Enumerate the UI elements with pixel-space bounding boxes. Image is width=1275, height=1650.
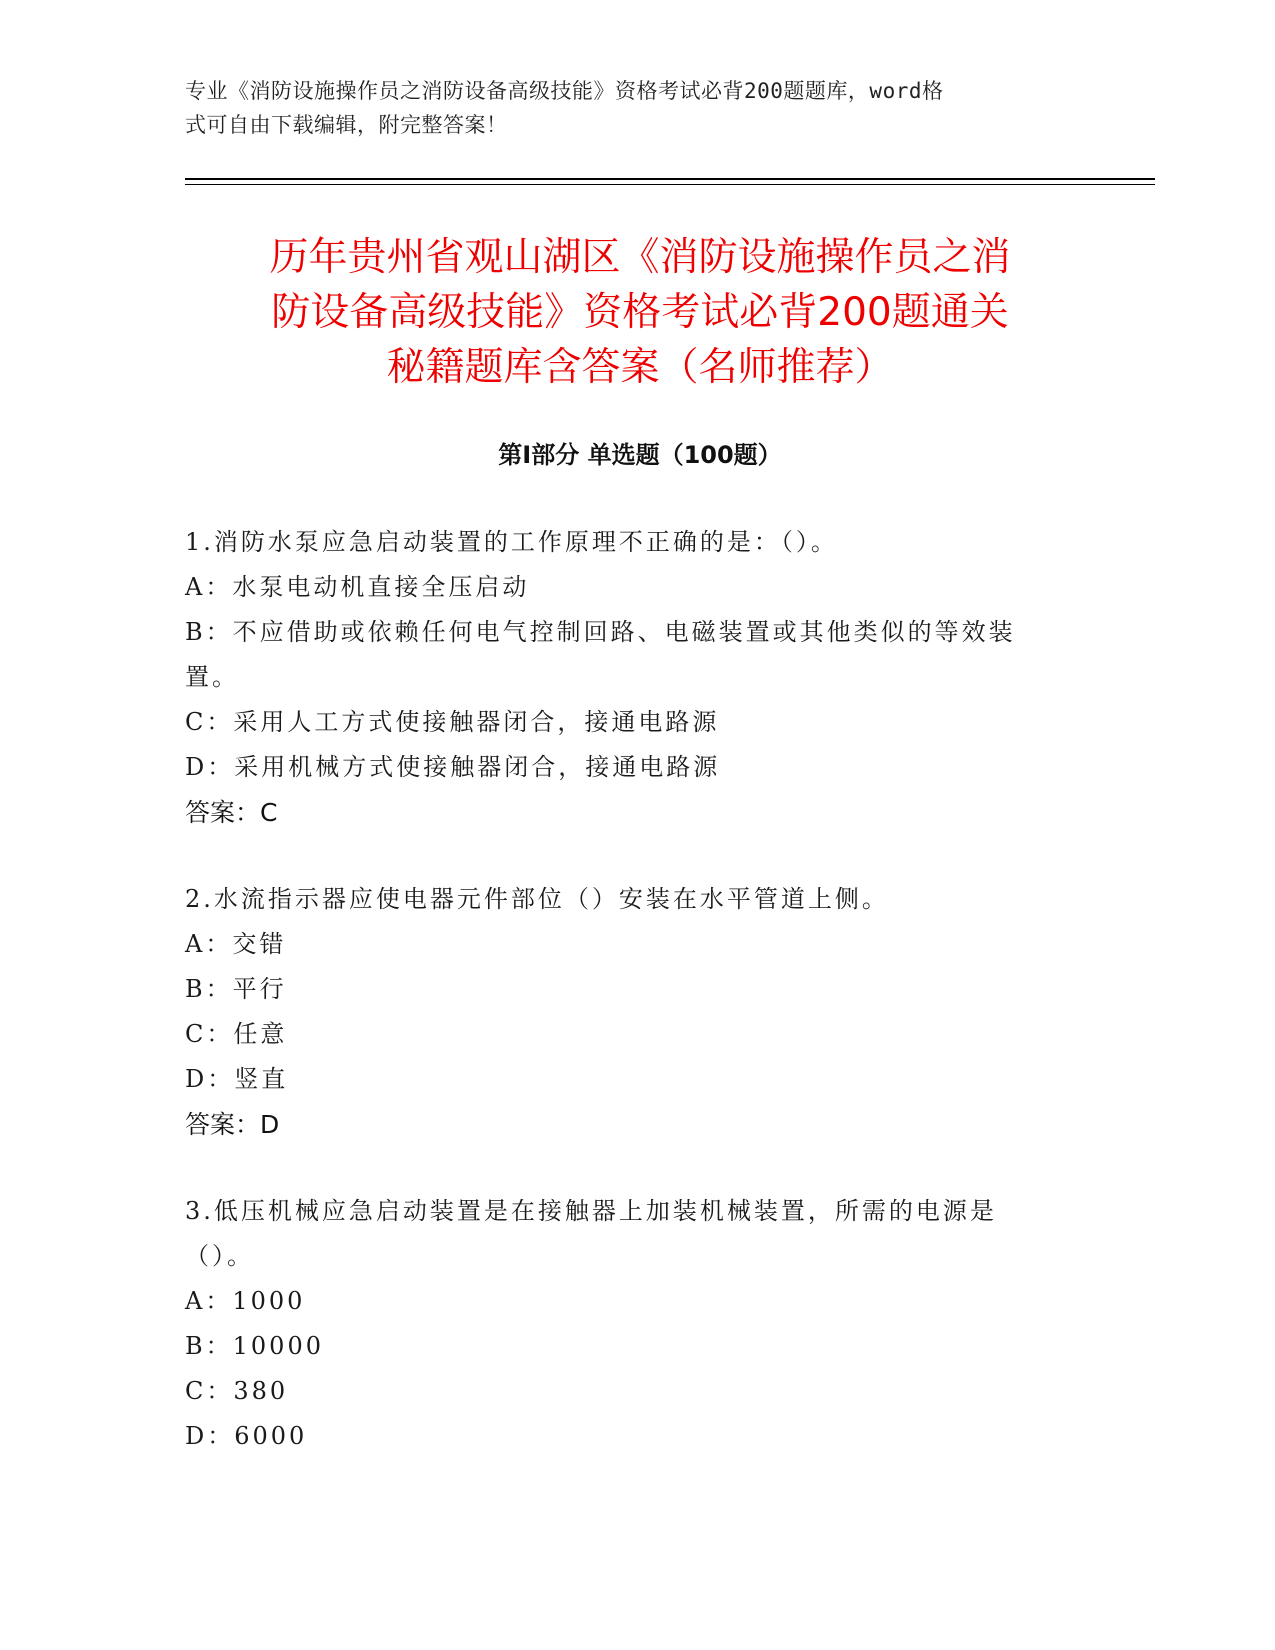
option-b: B：10000 <box>185 1332 324 1360</box>
option-d: D：采用机械方式使接触器闭合，接通电路源 <box>185 753 721 781</box>
section-title: 第Ⅰ部分 单选题（100题） <box>498 441 782 469</box>
title-line-1: 历年贵州省观山湖区《消防设施操作员之消 <box>269 235 1011 280</box>
question-2 <box>185 877 1065 1147</box>
header-note-line-1: 专业《消防设施操作员之消防设备高级技能》资格考试必背200题题库，word格 <box>185 79 944 103</box>
document-title <box>185 230 1095 395</box>
title-line-3: 秘籍题库含答案（名师推荐） <box>386 345 894 390</box>
option-c: C：380 <box>185 1377 289 1405</box>
option-d: D：6000 <box>185 1422 308 1450</box>
option-b: B：平行 <box>185 975 287 1003</box>
header-divider-thick <box>185 178 1155 180</box>
question-1 <box>185 520 1065 835</box>
option-c: C：采用人工方式使接触器闭合，接通电路源 <box>185 708 720 736</box>
question-list <box>185 520 1065 1501</box>
option-b-continued: 置。 <box>185 663 239 691</box>
question-3 <box>185 1189 1065 1459</box>
option-c: C：任意 <box>185 1020 288 1048</box>
question-stem: 2.水流指示器应使电器元件部位（）安装在水平管道上侧。 <box>185 885 889 913</box>
answer: 答案：D <box>185 1110 280 1139</box>
option-b: B：不应借助或依赖任何电气控制回路、电磁装置或其他类似的等效装 <box>185 618 1016 646</box>
header-note <box>185 74 1065 142</box>
option-d: D：竖直 <box>185 1065 289 1093</box>
header-note-line-2: 式可自由下载编辑，附完整答案！ <box>185 113 508 137</box>
question-stem: 1.消防水泵应急启动装置的工作原理不正确的是：（）。 <box>185 528 838 556</box>
option-a: A：1000 <box>185 1287 306 1315</box>
question-stem: 3.低压机械应急启动装置是在接触器上加装机械装置，所需的电源是 <box>185 1197 997 1225</box>
option-a: A：交错 <box>185 930 287 958</box>
header-divider-thin <box>185 184 1155 185</box>
title-line-2: 防设备高级技能》资格考试必背200题通关 <box>271 290 1009 335</box>
question-stem-continued: （）。 <box>185 1242 254 1270</box>
option-a: A：水泵电动机直接全压启动 <box>185 573 530 601</box>
answer: 答案：C <box>185 798 278 827</box>
